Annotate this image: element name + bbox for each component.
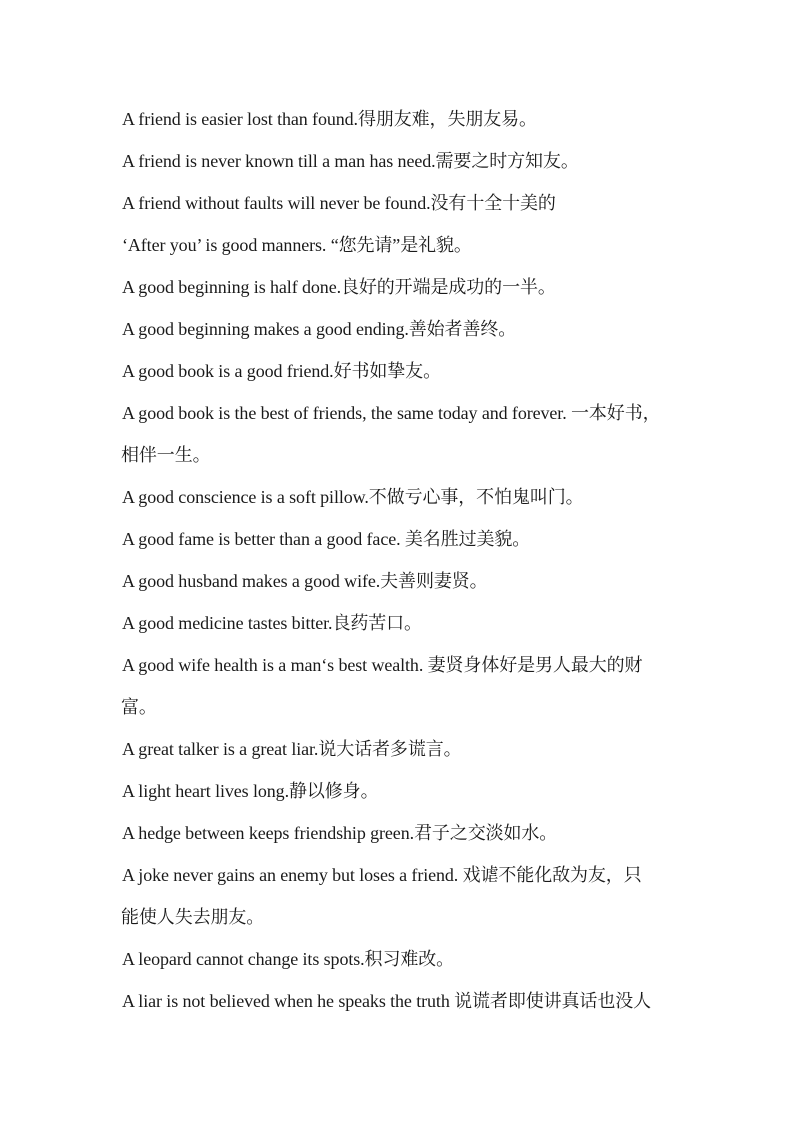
text-line: A good wife health is a man‘s best wealth. 妻贤身体好是男人最大的财 — [122, 655, 643, 675]
text-line: A leopard cannot change its spots.积习难改。 — [122, 949, 455, 969]
text-line: A hedge between keeps friendship green.君子之交淡如水。 — [122, 823, 558, 843]
text-line: A joke never gains an enemy but loses a friend. 戏谑不能化敌为友，只 — [122, 865, 642, 885]
text-line: A friend is never known till a man has need.需要之时方知友。 — [122, 151, 579, 171]
text-line: A great talker is a great liar.说大话者多谎言。 — [122, 739, 462, 759]
text-line-continuation: 富。 — [121, 697, 157, 717]
text-line: A liar is not believed when he speaks the truth 说谎者即使讲真话也没人 — [122, 991, 652, 1011]
text-line: A friend is easier lost than found.得朋友难，失朋友易。 — [122, 109, 537, 129]
text-line: A good husband makes a good wife.夫善则妻贤。 — [122, 571, 488, 591]
text-line: A good medicine tastes bitter.良药苦口。 — [122, 613, 422, 633]
text-line: A good beginning makes a good ending.善始者善终。 — [122, 319, 517, 339]
text-line: A good beginning is half done.良好的开端是成功的一半。 — [122, 277, 556, 297]
text-line: A good book is a good friend.好书如挚友。 — [122, 361, 441, 381]
text-line-continuation: 相伴一生。 — [121, 445, 211, 465]
text-line: A friend without faults will never be found.没有十全十美的 — [122, 193, 556, 213]
text-line: A good book is the best of friends, the same today and forever. 一本好书， — [122, 403, 661, 423]
text-line: ‘After you’ is good manners. “您先请”是礼貌。 — [122, 235, 472, 255]
text-line: A good fame is better than a good face. 美名胜过美貌。 — [122, 529, 531, 549]
text-line: A light heart lives long.静以修身。 — [122, 781, 379, 801]
text-line-continuation: 能使人失去朋友。 — [121, 907, 265, 927]
text-line: A good conscience is a soft pillow.不做亏心事，不怕鬼叫门。 — [122, 487, 584, 507]
